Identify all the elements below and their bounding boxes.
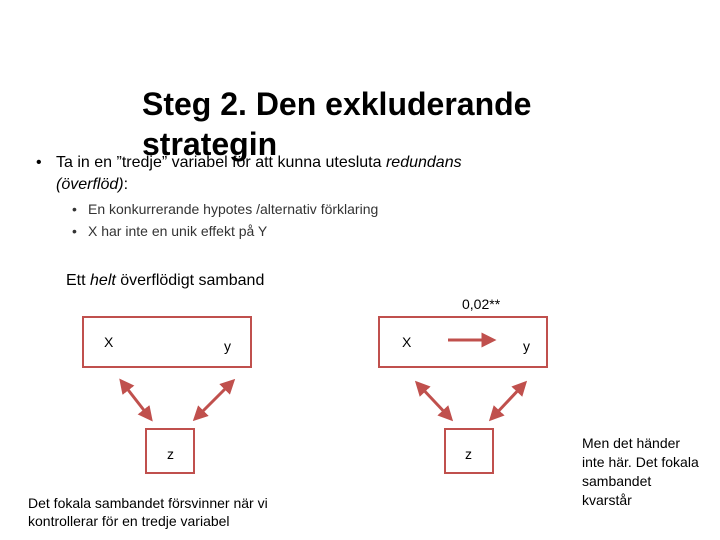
section-label-pre: Ett xyxy=(66,272,91,289)
left-y-z-arrow xyxy=(196,382,232,418)
slide-title: Steg 2. Den exkluderande strategin xyxy=(142,86,532,162)
main-bullet-emphasis: redundans xyxy=(385,154,462,171)
section-label-post: överflödigt samband xyxy=(115,272,265,289)
sub-bullet-text: X har inte en unik effekt på Y xyxy=(88,223,268,239)
right-y-label: y xyxy=(523,338,530,354)
left-y-label: y xyxy=(224,338,231,354)
right-caption: Men det händer inte här. Det fokala sambandet kvarstår xyxy=(582,435,699,508)
right-x-z-arrow xyxy=(418,384,450,418)
left-z-label: z xyxy=(167,446,174,462)
main-bullet-suffix: : xyxy=(123,176,129,193)
left-x-z-arrow xyxy=(122,382,150,418)
right-x-label: X xyxy=(402,334,412,350)
section-label-emphasis: helt xyxy=(90,272,116,289)
left-caption: Det fokala sambandet försvinner när vi kontrollerar för en tredje variabel xyxy=(28,495,268,529)
sub-bullet-marker: • xyxy=(72,223,77,239)
main-bullet-prefix: Ta in en ”tredje” variabel för att kunna utesluta xyxy=(56,154,386,171)
bullet-marker: • xyxy=(36,154,42,171)
main-bullet-emphasis-2: (överflöd) xyxy=(56,176,124,193)
left-x-label: X xyxy=(104,334,114,350)
right-y-z-arrow xyxy=(492,384,524,418)
sub-bullet-text: En konkurrerande hypotes /alternativ förklaring xyxy=(88,201,379,217)
coefficient-label: 0,02** xyxy=(462,296,501,312)
sub-bullet-marker: • xyxy=(72,201,77,217)
right-z-label: z xyxy=(465,446,472,462)
